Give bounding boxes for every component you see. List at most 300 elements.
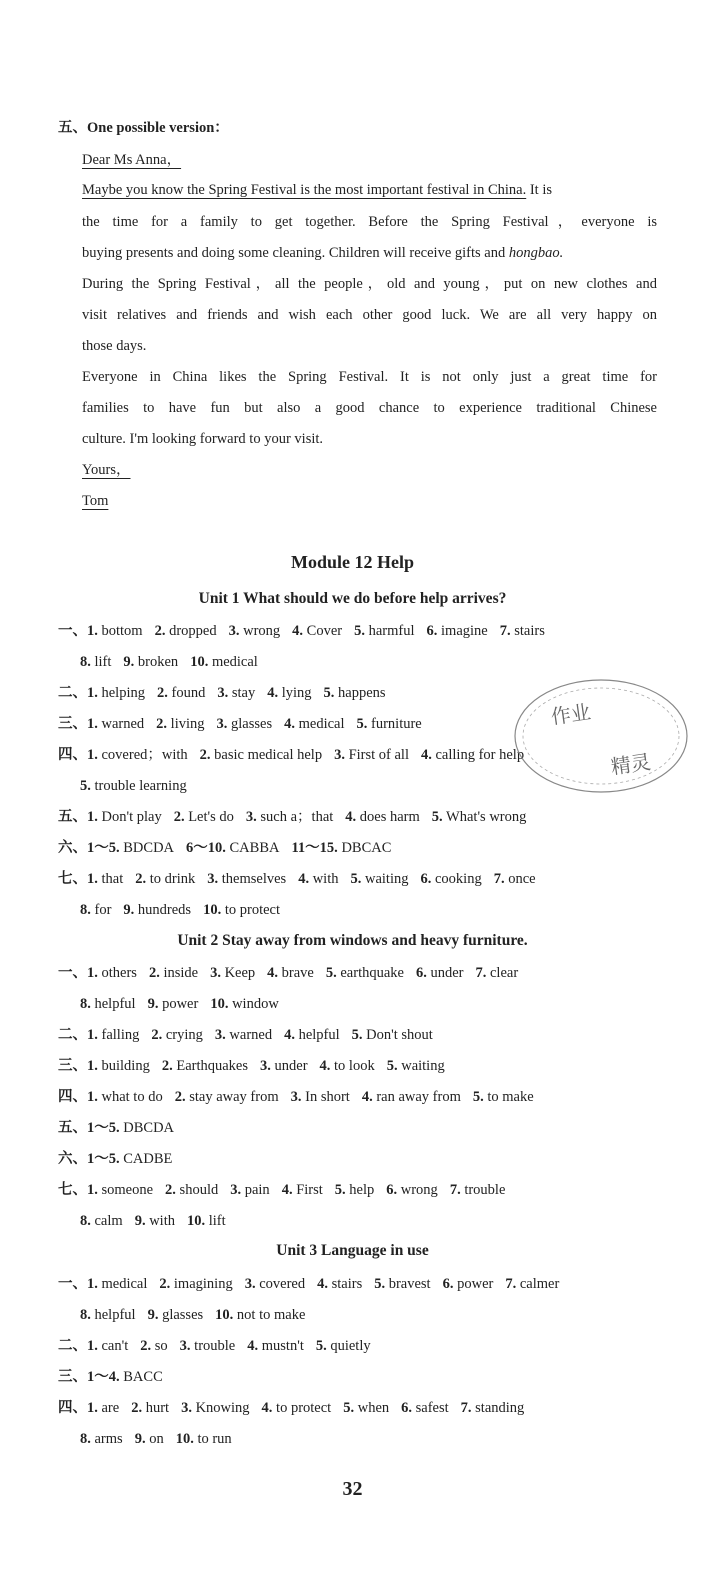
- essay-line: families to have fun but also a good chance to experience traditional Chinese: [82, 400, 657, 416]
- answer-number: 5.: [334, 1182, 346, 1198]
- answer-item: [284, 1027, 340, 1043]
- answer-text: First of all: [348, 747, 409, 763]
- answer-item: [87, 1182, 153, 1198]
- answer-text: with: [312, 871, 339, 887]
- answer-text: to look: [334, 1058, 375, 1074]
- answer-number: 3.: [290, 1089, 302, 1105]
- essay-line: buying presents and doing some cleaning. Children will receive gifts and hongbao.: [82, 245, 564, 261]
- answer-text: DBCAC: [341, 840, 392, 856]
- answer-text: quietly: [330, 1338, 371, 1354]
- answer-text: harmful: [368, 623, 415, 639]
- answer-item: [291, 1089, 350, 1105]
- answer-item: [80, 1307, 136, 1323]
- answer-number: 1.: [87, 1027, 98, 1043]
- answer-item: [334, 747, 409, 763]
- stamp-text-top: 作业: [549, 699, 593, 729]
- answer-number: 4.: [292, 623, 304, 639]
- answer-number: 7.: [449, 1182, 461, 1198]
- section-label: 三、: [58, 716, 87, 732]
- answer-item: [401, 1400, 449, 1416]
- answer-item: [140, 1338, 167, 1354]
- answer-number: 1.: [87, 716, 98, 732]
- answer-item: [450, 1182, 506, 1198]
- answer-number: 1～5.: [87, 1151, 120, 1167]
- section-label: 一、: [58, 1276, 87, 1292]
- answer-item: [148, 1307, 204, 1323]
- answer-number: 10.: [210, 996, 229, 1012]
- essay-line: those days.: [82, 338, 147, 354]
- answer-item: [267, 685, 311, 701]
- answer-text: glasses: [162, 1307, 204, 1323]
- answer-text: to make: [487, 1089, 534, 1105]
- answer-number: 2.: [135, 871, 147, 887]
- answer-text: to protect: [276, 1400, 332, 1416]
- answer-row: [58, 1180, 517, 1200]
- answer-item: [87, 623, 143, 639]
- answer-number: 5.: [315, 1338, 327, 1354]
- answer-item: [149, 965, 198, 981]
- answer-text: helpful: [94, 1307, 136, 1323]
- answer-item: [157, 685, 205, 701]
- answer-number: 7.: [460, 1400, 472, 1416]
- answer-number: 7.: [499, 623, 511, 639]
- answer-row: [58, 1274, 571, 1294]
- answer-item: [80, 778, 187, 794]
- answer-text: inside: [163, 965, 199, 981]
- answer-text: for: [94, 902, 112, 918]
- answer-item: [443, 1276, 494, 1292]
- answer-number: 3.: [244, 1276, 256, 1292]
- section-label: 一、: [58, 965, 87, 981]
- answer-text: lift: [94, 654, 112, 670]
- answer-number: 4.: [345, 809, 357, 825]
- answer-item: [245, 1276, 305, 1292]
- answer-text: bottom: [101, 623, 143, 639]
- answer-number: 5.: [374, 1276, 386, 1292]
- answer-item: [284, 716, 344, 732]
- answer-text: happens: [338, 685, 386, 701]
- answer-item: [87, 716, 144, 732]
- answer-text: themselves: [221, 871, 287, 887]
- answer-number: 3.: [334, 747, 345, 763]
- answer-item: [421, 747, 524, 763]
- answer-row: [80, 1429, 244, 1449]
- answer-text: What's wrong: [446, 809, 527, 825]
- answer-item: [215, 1307, 305, 1323]
- answer-number: 2.: [174, 1089, 186, 1105]
- answer-text: stairs: [514, 623, 545, 639]
- answer-number: 1～5.: [87, 840, 120, 856]
- answer-number: 1.: [87, 1182, 98, 1198]
- section-label: 三、: [58, 1369, 87, 1385]
- answer-text: medical: [211, 654, 258, 670]
- answer-text: mustn't: [261, 1338, 304, 1354]
- answer-text: bravest: [388, 1276, 431, 1292]
- section-label: 四、: [58, 747, 87, 763]
- answer-item: [350, 871, 408, 887]
- answer-text: are: [101, 1400, 120, 1416]
- section-label: 七、: [58, 1182, 87, 1198]
- answer-number: 7.: [475, 965, 487, 981]
- answer-number: 9.: [147, 996, 159, 1012]
- answer-item: [203, 902, 280, 918]
- answer-item: [500, 623, 545, 639]
- answer-item: [210, 996, 278, 1012]
- answer-number: 4.: [281, 1182, 293, 1198]
- answer-text: does harm: [359, 809, 420, 825]
- answer-item: [87, 871, 123, 887]
- answer-text: wrong: [400, 1182, 438, 1198]
- unit-title: Unit 3 Language in use: [276, 1242, 429, 1259]
- section-label: 四、: [58, 1089, 87, 1105]
- answer-text: so: [154, 1338, 168, 1354]
- answer-item: [343, 1400, 389, 1416]
- answer-item: [215, 1027, 272, 1043]
- answer-row: [58, 1398, 536, 1418]
- section-label: 二、: [58, 685, 87, 701]
- answer-item: [181, 1400, 249, 1416]
- answer-item: [362, 1089, 461, 1105]
- answer-text: calling for help: [435, 747, 525, 763]
- answer-number: 7.: [505, 1276, 517, 1292]
- answer-item: [473, 1089, 534, 1105]
- answer-item: [162, 1058, 248, 1074]
- answer-text: under: [430, 965, 464, 981]
- section-label: 一、: [58, 623, 87, 639]
- answer-item: [190, 654, 258, 670]
- answer-row: [58, 1056, 457, 1076]
- answer-text: not to make: [236, 1307, 306, 1323]
- answer-number: 3.: [207, 871, 219, 887]
- answer-text: others: [101, 965, 137, 981]
- answer-item: [267, 965, 314, 981]
- answer-number: 4.: [261, 1400, 273, 1416]
- answer-number: 3.: [214, 1027, 226, 1043]
- section-label: 三、: [58, 1058, 87, 1074]
- answer-item: [123, 902, 191, 918]
- answer-number: 9.: [134, 1213, 146, 1229]
- answer-text: standing: [475, 1400, 525, 1416]
- section-label: 五、: [58, 809, 87, 825]
- unit-title: Unit 2 Stay away from windows and heavy furniture.: [177, 932, 528, 949]
- answer-number: 1.: [87, 1089, 98, 1105]
- answer-row: [58, 1087, 546, 1107]
- answer-number: 3.: [217, 685, 229, 701]
- answer-item: [87, 809, 162, 825]
- essay-signature: Tom: [82, 493, 109, 509]
- answer-number: 8.: [80, 1307, 91, 1323]
- answer-number: 3.: [230, 1182, 242, 1198]
- essay-heading: 五、One possible version：: [58, 120, 229, 136]
- answer-item: [374, 1276, 430, 1292]
- answer-row: [58, 745, 536, 765]
- answer-number: 1.: [87, 685, 98, 701]
- essay-line: visit relatives and friends and wish each other good luck. We are all very happy on: [82, 307, 657, 323]
- answer-text: power: [457, 1276, 494, 1292]
- answer-number: 7.: [493, 871, 505, 887]
- answer-text: trouble: [464, 1182, 506, 1198]
- answer-number: 8.: [80, 1431, 91, 1447]
- answer-item: [282, 1182, 323, 1198]
- answer-text: stay: [231, 685, 256, 701]
- answer-item: [262, 1400, 332, 1416]
- answer-text: arms: [94, 1431, 123, 1447]
- essay-line: During the Spring Festival，all the people，old and young，put on new clothes and: [82, 276, 657, 292]
- answer-text: calmer: [519, 1276, 560, 1292]
- answer-item: [229, 623, 281, 639]
- section-label: 六、: [58, 1151, 87, 1167]
- answer-number: 1.: [87, 1058, 98, 1074]
- essay-line: Everyone in China likes the Spring Festival. It is not only just a great time for: [82, 369, 657, 385]
- answer-number: 5.: [354, 623, 365, 639]
- answer-item: [87, 1338, 128, 1354]
- answer-number: 2.: [161, 1058, 173, 1074]
- answer-item: [427, 623, 488, 639]
- answer-text: someone: [101, 1182, 154, 1198]
- answer-number: 5.: [351, 1027, 363, 1043]
- answer-item: [324, 685, 386, 701]
- answer-text: cooking: [434, 871, 482, 887]
- unit-title: Unit 1 What should we do before help arrives?: [198, 590, 507, 607]
- section-label: 二、: [58, 1027, 87, 1043]
- answer-text: that: [101, 871, 124, 887]
- answer-item: [148, 996, 199, 1012]
- answer-text: trouble: [194, 1338, 236, 1354]
- answer-text: lift: [208, 1213, 226, 1229]
- answer-text: calm: [94, 1213, 123, 1229]
- answer-row: [58, 1149, 184, 1169]
- answer-text: waiting: [401, 1058, 445, 1074]
- answer-number: 1.: [87, 1276, 98, 1292]
- answer-row: [58, 838, 403, 858]
- answer-number: 1.: [87, 1338, 98, 1354]
- answer-text: Keep: [224, 965, 256, 981]
- answer-text: Don't play: [101, 809, 162, 825]
- answer-item: [87, 685, 145, 701]
- answer-item: [87, 1276, 147, 1292]
- answer-number: 9.: [123, 902, 135, 918]
- answer-number: 2.: [199, 747, 211, 763]
- answer-number: 6.: [386, 1182, 398, 1198]
- answer-item: [386, 1182, 438, 1198]
- section-label: 六、: [58, 840, 87, 856]
- answer-number: 3.: [179, 1338, 191, 1354]
- answer-item: [387, 1058, 445, 1074]
- answer-number: 11～15.: [291, 840, 338, 856]
- answer-text: trouble learning: [94, 778, 187, 794]
- answer-item: [210, 965, 255, 981]
- answer-text: power: [162, 996, 199, 1012]
- answer-item: [461, 1400, 525, 1416]
- answer-row: [58, 807, 538, 827]
- answer-number: 4.: [267, 965, 279, 981]
- answer-text: helping: [101, 685, 145, 701]
- answer-text: earthquake: [340, 965, 404, 981]
- answer-row: [80, 994, 291, 1014]
- answer-item: [87, 1027, 139, 1043]
- answer-number: 6.: [426, 623, 438, 639]
- answer-text: wrong: [243, 623, 281, 639]
- answer-number: 3.: [181, 1400, 192, 1416]
- answer-item: [165, 1182, 218, 1198]
- answer-number: 4.: [247, 1338, 259, 1354]
- answer-item: [335, 1182, 374, 1198]
- answer-item: [326, 965, 404, 981]
- answer-text: Don't shout: [366, 1027, 433, 1043]
- answer-text: safest: [415, 1400, 449, 1416]
- answer-number: 2.: [151, 1027, 163, 1043]
- answer-text: once: [508, 871, 536, 887]
- answer-row: [58, 869, 548, 889]
- answer-number: 1.: [87, 871, 98, 887]
- essay-line: culture. I'm looking forward to your visit.: [82, 431, 324, 447]
- answer-row: [58, 621, 557, 641]
- answer-text: stairs: [331, 1276, 363, 1292]
- answer-text: when: [357, 1400, 390, 1416]
- answer-item: [80, 1213, 123, 1229]
- answer-number: 9.: [123, 654, 135, 670]
- answer-row: [58, 963, 530, 983]
- answer-item: [292, 623, 342, 639]
- answer-item: [87, 1089, 163, 1105]
- answer-item: [176, 1431, 232, 1447]
- answer-text: crying: [165, 1027, 203, 1043]
- answer-row: [80, 900, 292, 920]
- answer-item: [174, 809, 234, 825]
- answer-item: [151, 1027, 203, 1043]
- answer-item: [357, 716, 422, 732]
- answer-number: 4.: [421, 747, 432, 763]
- answer-number: 5.: [323, 685, 335, 701]
- stamp-text-bottom: 精灵: [609, 749, 653, 779]
- answer-text: imagine: [441, 623, 488, 639]
- answer-number: 4.: [298, 871, 310, 887]
- answer-text: brave: [281, 965, 314, 981]
- answer-item: [291, 840, 391, 856]
- answer-text: medical: [101, 1276, 148, 1292]
- answer-text: helpful: [94, 996, 136, 1012]
- answer-item: [80, 902, 111, 918]
- answer-text: building: [101, 1058, 150, 1074]
- answer-item: [87, 1058, 150, 1074]
- module-title: Module 12 Help: [290, 552, 414, 572]
- answer-item: [317, 1276, 362, 1292]
- answer-number: 8.: [80, 1213, 91, 1229]
- answer-row: [58, 714, 434, 734]
- section-label: 七、: [58, 871, 87, 887]
- answer-text: falling: [101, 1027, 140, 1043]
- answer-number: 10.: [215, 1307, 234, 1323]
- answer-number: 4.: [361, 1089, 373, 1105]
- answer-text: dropped: [169, 623, 217, 639]
- answer-item: [352, 1027, 433, 1043]
- answer-item: [345, 809, 420, 825]
- answer-number: 3.: [260, 1058, 271, 1074]
- answer-item: [207, 871, 286, 887]
- answer-number: 2.: [148, 965, 160, 981]
- answer-row: [58, 683, 398, 703]
- answer-text: help: [349, 1182, 375, 1198]
- answer-text: First: [296, 1182, 323, 1198]
- answer-text: medical: [298, 716, 345, 732]
- answer-item: [123, 654, 178, 670]
- answer-item: [87, 1400, 119, 1416]
- answer-row: [80, 1211, 238, 1231]
- answer-text: furniture: [371, 716, 422, 732]
- answer-text: pain: [244, 1182, 270, 1198]
- answer-item: [186, 840, 279, 856]
- answer-text: under: [274, 1058, 308, 1074]
- answer-number: 3.: [210, 965, 221, 981]
- answer-number: 1～4.: [87, 1369, 120, 1385]
- answer-item: [230, 1182, 269, 1198]
- answer-item: [87, 1120, 174, 1136]
- answer-item: [247, 1338, 304, 1354]
- answer-text: DBCDA: [123, 1120, 175, 1136]
- answer-number: 4.: [317, 1276, 328, 1292]
- answer-number: 1.: [87, 1400, 98, 1416]
- answer-text: stay away from: [189, 1089, 279, 1105]
- answer-number: 1.: [87, 747, 98, 763]
- answer-number: 9.: [134, 1431, 146, 1447]
- answer-text: CABBA: [229, 840, 280, 856]
- answer-number: 5.: [80, 778, 91, 794]
- answer-item: [505, 1276, 559, 1292]
- answer-text: CADBE: [123, 1151, 173, 1167]
- answer-row: [58, 1367, 175, 1387]
- page-number: 32: [342, 1478, 363, 1500]
- answer-number: 10.: [203, 902, 222, 918]
- answer-number: 3.: [245, 809, 257, 825]
- section-label: 五、: [58, 1120, 87, 1136]
- answer-text: hurt: [145, 1400, 170, 1416]
- answer-item: [135, 871, 195, 887]
- answer-number: 10.: [186, 1213, 206, 1229]
- answer-text: with: [149, 1213, 175, 1229]
- answer-text: what to do: [101, 1089, 163, 1105]
- answer-text: window: [232, 996, 279, 1012]
- essay-line: Maybe you know the Spring Festival is the most important festival in China. It is: [82, 182, 552, 198]
- answer-text: to drink: [149, 871, 196, 887]
- answer-item: [260, 1058, 308, 1074]
- answer-item: [135, 1213, 175, 1229]
- answer-row: [58, 1118, 186, 1138]
- answer-text: basic medical help: [214, 747, 323, 763]
- answer-row: [58, 1336, 383, 1356]
- answer-number: 3.: [228, 623, 240, 639]
- answer-text: waiting: [364, 871, 409, 887]
- answer-item: [131, 1400, 169, 1416]
- answer-number: 6.: [401, 1400, 413, 1416]
- answer-item: [187, 1213, 226, 1229]
- answer-number: 5.: [472, 1089, 484, 1105]
- answer-row: [80, 776, 199, 796]
- answer-text: on: [149, 1431, 164, 1447]
- answer-item: [494, 871, 536, 887]
- answer-number: 5.: [350, 871, 362, 887]
- answer-number: 2.: [156, 716, 168, 732]
- answer-number: 2.: [159, 1276, 171, 1292]
- answer-item: [246, 809, 333, 825]
- answer-item: [175, 1089, 279, 1105]
- answer-item: [180, 1338, 236, 1354]
- answer-number: 4.: [284, 1027, 295, 1043]
- answer-number: 2.: [157, 685, 168, 701]
- answer-number: 8.: [80, 654, 91, 670]
- answer-number: 5.: [386, 1058, 398, 1074]
- answer-text: to run: [197, 1431, 232, 1447]
- answer-text: BDCDA: [123, 840, 175, 856]
